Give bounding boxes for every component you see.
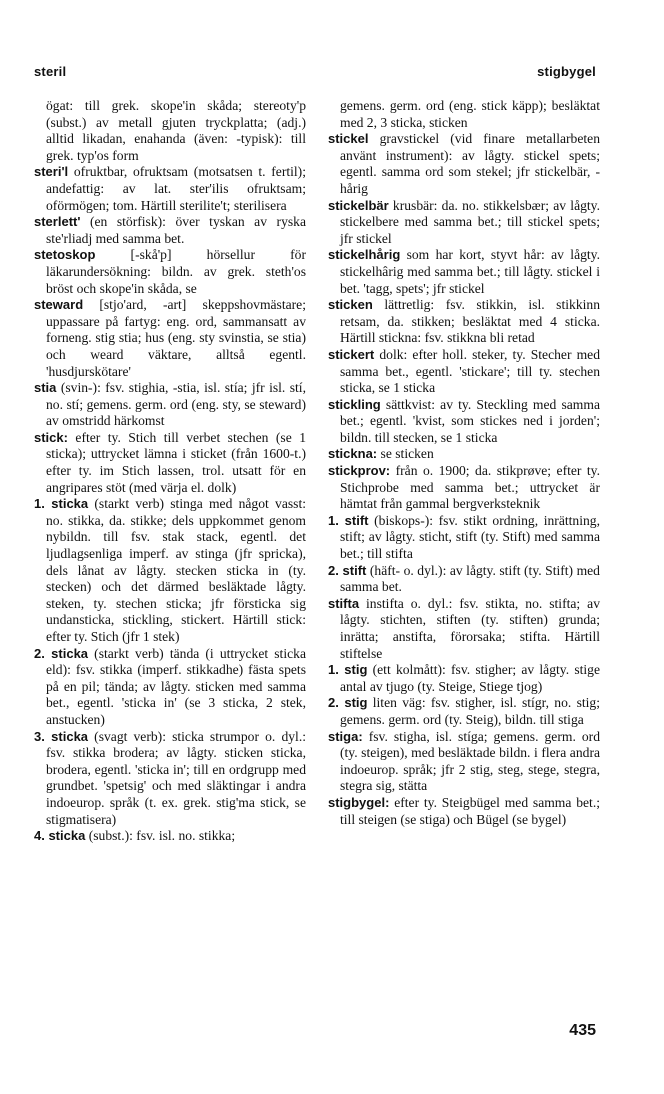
entry-text: ögat: till grek. skope'in skåda; stereoty'p (subst.) av metall gjuten tryckplatta; (adj.) alltid likadan, enahanda (även: -typisk): till grek. typ'os form xyxy=(46,98,306,163)
entry-text: (starkt verb) tända (i uttrycket sticka eld): fsv. stikka (imperf. stikkadhe) fästa spets på en pil; tända; av lågty. sticken med samma bet., egentl. 'sticka in' (se 3 sticka, 2 stek, anstucken) xyxy=(46,645,306,727)
dictionary-entry xyxy=(328,446,600,463)
dictionary-entry xyxy=(34,496,306,645)
entry-headword: 2. stig xyxy=(328,695,368,711)
dictionary-entry xyxy=(328,563,600,596)
page-number: 435 xyxy=(569,1022,596,1039)
entry-headword: stick: xyxy=(34,429,68,445)
dictionary-entry xyxy=(328,198,600,248)
entry-headword: stiga: xyxy=(328,728,363,744)
entry-text: [-skå'p] hörsellur för läkarundersökning: bildn. av grek. steth'os bröst och skope'in skåda, se xyxy=(46,247,306,296)
left-column xyxy=(34,98,306,845)
entry-text: sättkvist: av ty. Steckling med samma bet.; egentl. 'kvist, som stickes ned i jorden'; bildn. till stecken, se 1 sticka xyxy=(340,396,600,445)
dictionary-entry xyxy=(328,795,600,828)
entry-text: dolk: efter holl. steker, ty. Stecher med samma bet., egentl. 'stickare'; till ty. stechen sticka, se 1 sticka xyxy=(340,346,600,396)
entry-text: (en störfisk): över tyskan av ryska ste'rliadj med samma bet. xyxy=(46,214,306,246)
dictionary-entry xyxy=(34,98,306,164)
entry-headword: 1. sticka xyxy=(34,496,89,512)
dictionary-entry xyxy=(34,380,306,430)
dictionary-entry xyxy=(328,596,600,662)
entry-headword: 2. sticka xyxy=(34,645,89,661)
entry-headword: stetoskop xyxy=(34,247,96,263)
entry-text: lättretlig: fsv. stikkin, isl. stikkinn retsam, da. stikken; besläktat med 4 sticka. Härtill stickna: fsv. stikkna bli retad xyxy=(340,297,600,346)
entry-text: (häft- o. dyl.): av lågty. stift (ty. Stift) med samma bet. xyxy=(340,562,600,595)
entry-text: (svin-): fsv. stighia, -stia, isl. stía; jfr isl. stí, no. stí; gemens. germ. ord (eng. sty, se steward) av omstridd härkomst xyxy=(46,380,306,429)
running-head-left: steril xyxy=(34,64,67,79)
dictionary-entry xyxy=(328,513,600,563)
entry-text: (svagt verb): sticka strumpor o. dyl.: fsv. stikka brodera; av lågty. sticken sticka, brodera, egentl. 'sticka in'; till en ordgrupp med grundbet. 'spetsig' och med släktingar i andra indoeurop. språk (t. ex. grek. stig'ma stick, se stigmatisera) xyxy=(46,728,306,827)
dictionary-entry xyxy=(328,98,600,131)
entry-text: gravstickel (vid finare metallarbeten använt instrument): av lågty. stickel spets; egentl. samma ord som stekel; jfr stickelbär, -hårig xyxy=(340,131,600,196)
dictionary-entry xyxy=(328,729,600,795)
dictionary-entry xyxy=(34,729,306,829)
entry-headword: stickling xyxy=(328,396,381,412)
entry-headword: stickert xyxy=(328,346,375,362)
entry-text: se sticken xyxy=(377,446,434,462)
dictionary-entry xyxy=(328,347,600,397)
entry-headword: 1. stig xyxy=(328,662,368,678)
entry-headword: stickel xyxy=(328,131,369,147)
entry-text: som har kort, styvt hår: av lågty. stickelhârig med samma bet.; till lågty. stickel i bet. 'tagg, spets'; jfr stickel xyxy=(340,247,600,296)
entry-text: instifta o. dyl.: fsv. stikta, no. stifta; av lågty. stichten, stiften (ty. stiften) grunda; inrätta; anstifta, förorsaka; stifta. Härtill stiftelse xyxy=(340,595,600,661)
entry-headword: steward xyxy=(34,297,84,313)
dictionary-entry xyxy=(34,828,306,845)
entry-text: (starkt verb) stinga med något vasst: no. stikka, da. stikke; dels uppkommet genom nybildn. till fsv. stak stack, egentl. det ljudlagsenliga imperf. av stinga (jfr spricka), dels lånat av lågty. stecken sticka in (ty. stecken) och det därmed besläktade lågty. steken, ty. stechen sticka; jfr försticka sig undansticka, stickling, stickert. Härtill stick: efter ty. Stich (jfr 1 stek) xyxy=(46,496,306,644)
entry-headword: stifta xyxy=(328,595,360,611)
entry-headword: 4. sticka xyxy=(34,828,86,844)
entry-headword: stickelhårig xyxy=(328,247,401,263)
entry-headword: sterlett' xyxy=(34,214,81,230)
dictionary-entry xyxy=(328,297,600,347)
dictionary-entry xyxy=(328,695,600,728)
entry-headword: stigbygel: xyxy=(328,794,390,810)
entry-text: [stjo'ard, -art] skeppshovmästare; uppassare på fartyg: eng. ord, sammansatt av forneng. stig stia; hus (eng. sty svinstia, se stia) och weard väktare, alltså egentl. 'husdjurskötare' xyxy=(46,297,306,379)
entry-headword: 2. stift xyxy=(328,562,367,578)
right-column xyxy=(328,98,600,828)
dictionary-entry xyxy=(34,430,306,496)
entry-headword: sticken xyxy=(328,297,373,313)
entry-text: liten väg: fsv. stigher, isl. stígr, no. stig; gemens. germ. ord (ty. Steig), bildn. till stiga xyxy=(340,695,600,727)
dictionary-entry xyxy=(34,164,306,214)
dictionary-entry xyxy=(328,463,600,513)
dictionary-entry xyxy=(34,646,306,729)
dictionary-entry xyxy=(34,247,306,297)
entry-headword: 3. sticka xyxy=(34,728,89,744)
dictionary-entry xyxy=(328,662,600,695)
running-head-right: stigbygel xyxy=(537,64,596,79)
entry-text: gemens. germ. ord (eng. stick käpp); besläktat med 2, 3 sticka, sticken xyxy=(340,98,600,130)
entry-headword: steri'l xyxy=(34,164,69,180)
dictionary-entry xyxy=(328,247,600,297)
entry-text: efter ty. Steigbügel med samma bet.; till steigen (se stiga) och Bügel (se bygel) xyxy=(340,794,600,827)
entry-text: (biskops-): fsv. stikt ordning, inrättning, stift; av lågty. sticht, stift (ty. Stift) med samma bet.; till stifta xyxy=(340,512,600,562)
entry-text: ofruktbar, ofruktsam (motsatsen t. fertil); andefattig: av lat. ster'ilis ofruktsam; oförmögen; tom. Härtill sterilite't; sterilisera xyxy=(46,164,306,213)
entry-text: (ett kolmått): fsv. stigher; av lågty. stige antal av tjugo (ty. Steige, Stiege tjog) xyxy=(340,662,600,694)
entry-text: efter ty. Stich till verbet stechen (se 1 sticka); uttrycket lämna i sticket (från 1600-t.) efter ty. im Stich lassen, trol. utsatt för en angripares stöt (med värja el. dolk) xyxy=(46,429,306,495)
entry-text: (subst.): fsv. isl. no. stikka; xyxy=(85,828,236,844)
entry-headword: stickprov: xyxy=(328,463,391,479)
entry-text: krusbär: da. no. stikkelsbær; av lågty. stickelbere med samma bet.; till stickel spets; jfr stickel xyxy=(340,197,600,246)
entry-headword: stickelbär xyxy=(328,197,389,213)
entry-headword: 1. stift xyxy=(328,512,369,528)
dictionary-entry xyxy=(328,397,600,447)
dictionary-entry xyxy=(34,297,306,380)
entry-text: från o. 1900; da. stikprøve; efter ty. Stichprobe med samma bet.; uttrycket är hämtat från gammal bergverksteknik xyxy=(340,463,600,512)
entry-headword: stia xyxy=(34,380,57,396)
entry-headword: stickna: xyxy=(328,446,378,462)
entry-text: fsv. stigha, isl. stíga; gemens. germ. ord (ty. steigen), med besläktade bildn. i flera andra indoeurop. språk; jfr 2 stig, steg, stege, stegra, stegra sig, stätta xyxy=(340,728,600,794)
dictionary-entry xyxy=(34,214,306,247)
dictionary-entry xyxy=(328,131,600,197)
